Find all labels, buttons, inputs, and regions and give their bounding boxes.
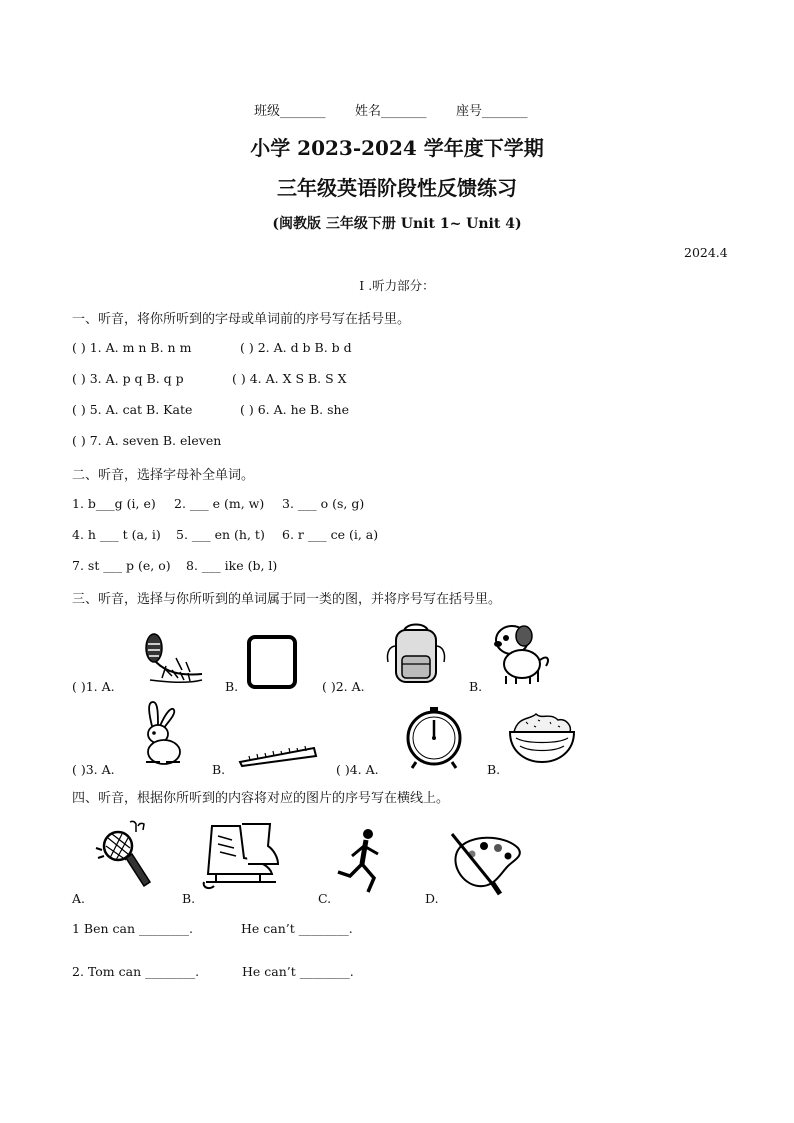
clock-icon xyxy=(404,706,464,770)
q3-2-b: B. xyxy=(469,679,483,694)
picture-label-d: D. xyxy=(425,891,439,906)
section-4-title: 四、听音，根据你所听到的内容将对应的图片的序号写在横线上。 xyxy=(72,791,450,806)
fill-1: 1. b___g (i, e) xyxy=(72,496,156,511)
part-heading: I .听力部分： xyxy=(359,278,435,293)
page-title-2: 三年级英语阶段性反馈练习 xyxy=(277,176,517,200)
name-field: 姓名_______ xyxy=(355,104,427,119)
q3-3-b: B. xyxy=(212,762,226,777)
section-2-title: 二、听音，选择字母补全单词。 xyxy=(72,468,255,483)
fill-6: 6. r ___ ce (i, a) xyxy=(282,527,379,542)
question-2: ( ) 2. A. d b B. b d xyxy=(240,340,352,355)
rabbit-icon xyxy=(136,700,188,766)
square-board-icon xyxy=(246,634,298,690)
picture-label-a: A. xyxy=(72,891,86,906)
seat-field: 座号_______ xyxy=(456,104,528,119)
question-7: ( ) 7. A. seven B. eleven xyxy=(72,433,222,448)
q3-4-paren: ( )4. A. xyxy=(336,762,379,777)
microphone-icon xyxy=(92,818,154,892)
question-5: ( ) 5. A. cat B. Kate xyxy=(72,402,193,417)
section-3-title: 三、听音，选择与你所听到的单词属于同一类的图，并将序号写在括号里。 xyxy=(72,592,502,607)
page-title: 小学 2023-2024 学年度下学期 xyxy=(250,136,544,160)
page-subtitle: (闽教版 三年级下册 Unit 1~ Unit 4) xyxy=(272,216,522,232)
picture-label-b: B. xyxy=(182,891,196,906)
class-field: 班级_______ xyxy=(254,104,326,119)
fill-2: 2. ___ e (m, w) xyxy=(174,496,265,511)
q3-1-b: B. xyxy=(225,679,239,694)
ice-skate-icon xyxy=(198,818,284,892)
fill-3: 3. ___ o (s, g) xyxy=(282,496,365,511)
q3-1-paren: ( )1. A. xyxy=(72,679,115,694)
section-1-title: 一、听音，将你所听到的字母或单词前的序号写在括号里。 xyxy=(72,312,411,327)
dog-icon xyxy=(488,620,554,686)
question-1: ( ) 1. A. m n B. n m xyxy=(72,340,192,355)
q3-4-b: B. xyxy=(487,762,501,777)
question-6: ( ) 6. A. he B. she xyxy=(240,402,349,417)
q3-3-paren: ( )3. A. xyxy=(72,762,115,777)
sentence-1-b: He can’t ________. xyxy=(241,921,353,936)
ruler-icon xyxy=(238,744,318,768)
sentence-1-a: 1 Ben can ________. xyxy=(72,921,193,936)
fill-8: 8. ___ ike (b, l) xyxy=(186,558,278,573)
fill-7: 7. st ___ p (e, o) xyxy=(72,558,171,573)
picture-label-c: C. xyxy=(318,891,332,906)
sentence-2-a: 2. Tom can ________. xyxy=(72,964,200,979)
fill-5: 5. ___ en (h, t) xyxy=(176,527,265,542)
question-3: ( ) 3. A. p q B. q p xyxy=(72,371,184,386)
date: 2024.4 xyxy=(684,245,728,260)
question-4: ( ) 4. A. X S B. S X xyxy=(232,371,347,386)
runner-icon xyxy=(334,826,388,896)
fill-4: 4. h ___ t (a, i) xyxy=(72,527,161,542)
sentence-2-b: He can’t ________. xyxy=(242,964,354,979)
q3-2-paren: ( )2. A. xyxy=(322,679,365,694)
rice-bowl-icon xyxy=(508,708,576,766)
painting-palette-icon xyxy=(448,830,526,896)
backpack-icon xyxy=(384,622,448,686)
cleaning-brush-icon xyxy=(136,628,208,686)
